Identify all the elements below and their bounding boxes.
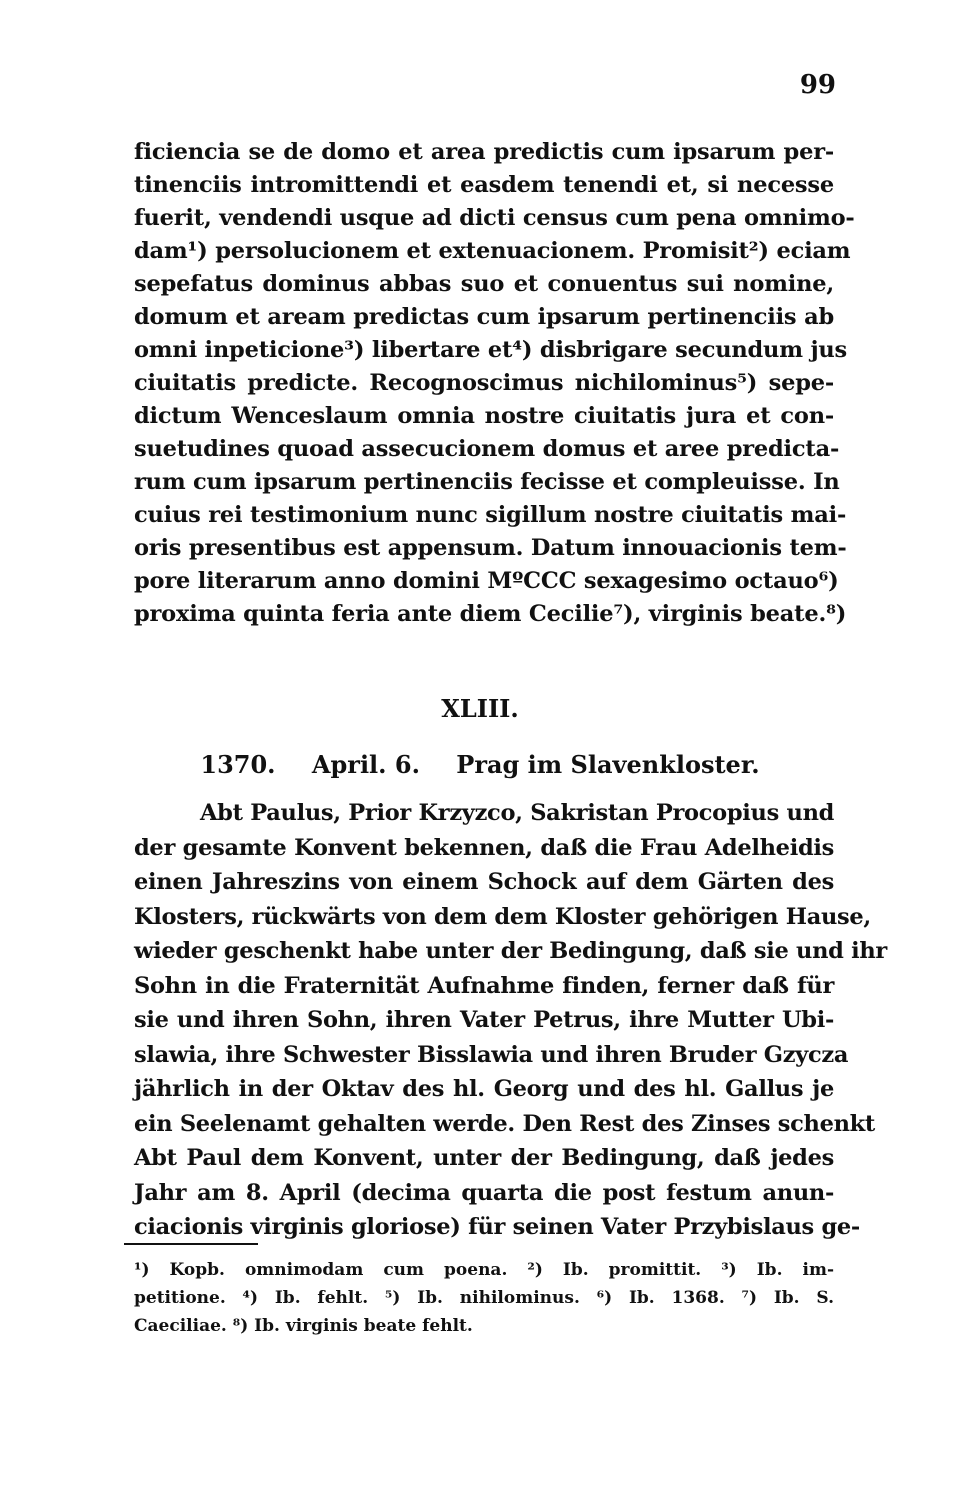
footnote-line: Caeciliae. ⁸) Ib. virginis beate fehlt. bbox=[134, 1316, 473, 1336]
text-line: Abt Paul dem Konvent, unter der Bedingung, daß jedes bbox=[134, 1145, 834, 1171]
date-year: 1370. bbox=[200, 750, 276, 779]
footnote-rule bbox=[124, 1243, 258, 1245]
date-day: April. 6. bbox=[311, 750, 420, 779]
page-number: 99 bbox=[799, 70, 836, 100]
text-line: pore literarum anno domini MºCCC sexagesimo octauo⁶) bbox=[134, 568, 839, 594]
text-line: tinenciis intromittendi et easdem tenendi et, si necesse bbox=[134, 172, 834, 198]
footnote-line: ¹) Kopb. omnimodam cum poena. ²) Ib. promittit. ³) Ib. im- bbox=[134, 1260, 834, 1280]
date-line bbox=[0, 750, 960, 779]
text-line: fuerit, vendendi usque ad dicti census cum pena omnimo- bbox=[134, 205, 855, 231]
text-line: Sohn in die Fraternität Aufnahme finden, ferner daß für bbox=[134, 972, 834, 999]
text-line: cuius rei testimonium nunc sigillum nostre ciuitatis mai- bbox=[134, 502, 847, 528]
date-place: Prag im Slavenkloster. bbox=[456, 750, 760, 779]
text-line: domum et aream predictas cum ipsarum pertinenciis ab bbox=[134, 304, 834, 330]
text-line: Klosters, rückwärts von dem dem Kloster gehörigen Hause, bbox=[134, 903, 871, 930]
text-line: jährlich in der Oktav des hl. Georg und des hl. Gallus je bbox=[134, 1076, 834, 1102]
document-number: XLIII. bbox=[441, 694, 519, 723]
text-line: ciuitatis predicte. Recognoscimus nichilominus⁵) sepe- bbox=[134, 370, 834, 396]
footnote-line: petitione. ⁴) Ib. fehlt. ⁵) Ib. nihilominus. ⁶) Ib. 1368. ⁷) Ib. S. bbox=[134, 1288, 834, 1308]
text-line: einen Jahreszins von einem Schock auf dem Gärten des bbox=[134, 869, 834, 895]
text-line: ein Seelenamt gehalten werde. Den Rest des Zinses schenkt bbox=[134, 1110, 876, 1137]
text-line: dictum Wenceslaum omnia nostre ciuitatis jura et con- bbox=[134, 403, 834, 429]
text-line: ciacionis virginis gloriose) für seinen Vater Przybislaus ge- bbox=[134, 1214, 860, 1240]
text-line: Jahr am 8. April (decima quarta die post festum anun- bbox=[134, 1179, 834, 1206]
text-line: der gesamte Konvent bekennen, daß die Frau Adelheidis bbox=[134, 834, 834, 861]
text-line: suetudines quoad assecucionem domus et aree predicta- bbox=[134, 436, 840, 462]
text-line: slawia, ihre Schwester Bisslawia und ihren Bruder Gzycza bbox=[134, 1041, 849, 1068]
text-line: wieder geschenkt habe unter der Bedingung, daß sie und ihr bbox=[134, 938, 887, 964]
text-line: dam¹) persolucionem et extenuacionem. Promisit²) eciam bbox=[134, 238, 851, 264]
latin-charter-text bbox=[134, 136, 855, 631]
footnotes bbox=[134, 1256, 834, 1340]
text-line: rum cum ipsarum pertinenciis fecisse et compleuisse. In bbox=[134, 469, 840, 495]
text-line: omni inpeticione³) libertare et⁴) disbrigare secundum jus bbox=[134, 337, 848, 363]
german-regest-text bbox=[134, 796, 887, 1245]
text-line: oris presentibus est appensum. Datum innouacionis tem- bbox=[134, 535, 847, 561]
text-line: Abt Paulus, Prior Krzyzco, Sakristan Procopius und bbox=[200, 800, 835, 826]
text-line: ficiencia se de domo et area predictis cum ipsarum per- bbox=[134, 139, 834, 165]
text-line: sie und ihren Sohn, ihren Vater Petrus, ihre Mutter Ubi- bbox=[134, 1007, 834, 1033]
text-line: sepefatus dominus abbas suo et conuentus sui nomine, bbox=[134, 271, 834, 297]
text-line: proxima quinta feria ante diem Cecilie⁷), virginis beate.⁸) bbox=[134, 601, 847, 627]
